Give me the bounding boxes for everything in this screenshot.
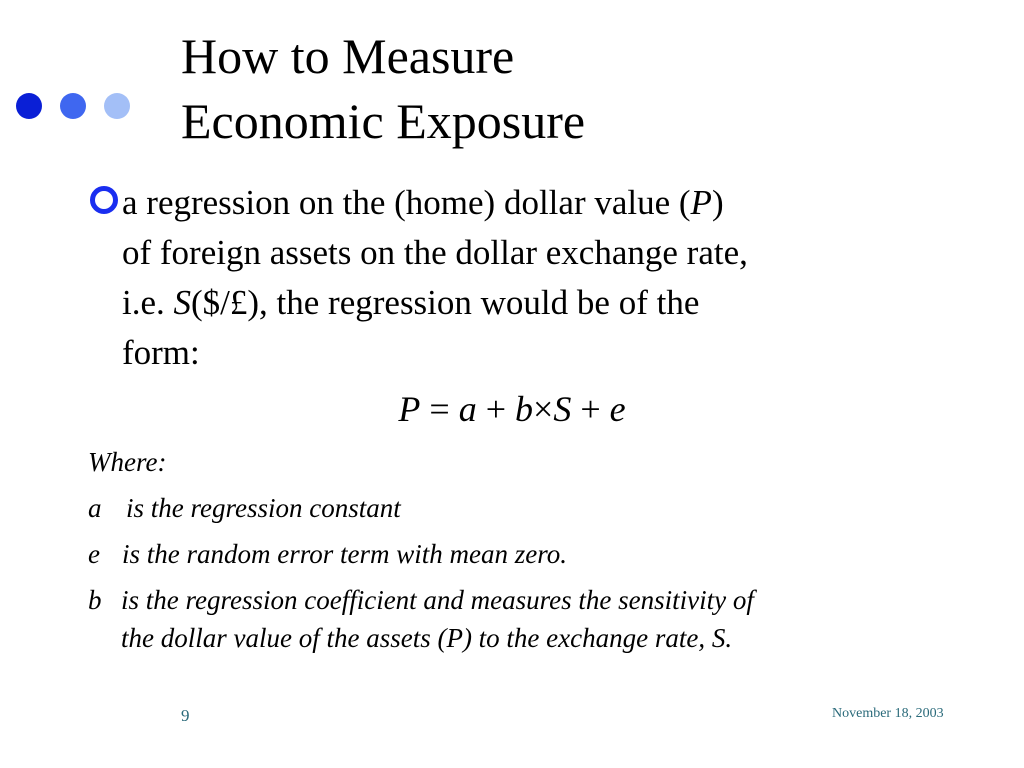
- eq-e: e: [609, 389, 626, 429]
- def-e-text: is the random error term with mean zero.: [122, 539, 567, 569]
- definition-e: [88, 535, 567, 573]
- slide-title: [181, 24, 585, 154]
- bullet-point: [90, 178, 970, 378]
- var-s: S: [173, 283, 192, 322]
- definition-b: [88, 581, 754, 619]
- page-number: 9: [181, 706, 190, 725]
- bullet-line-1: [122, 178, 970, 228]
- eq-a: a: [458, 389, 477, 429]
- var-p: P: [690, 183, 712, 222]
- dot-light-icon: [104, 93, 130, 119]
- footer-date: November 18, 2003: [832, 706, 944, 721]
- dot-dark-icon: [16, 93, 42, 119]
- eq-p: P: [398, 389, 421, 429]
- def-a-text: is the regression constant: [126, 493, 401, 523]
- bullet-line-1-post: ): [711, 183, 724, 222]
- eq-plus-2: +: [571, 389, 610, 429]
- eq-equals: =: [420, 389, 459, 429]
- bullet-line-2: of foreign assets on the dollar exchange rate,: [122, 233, 748, 272]
- def-b-symbol: b: [88, 585, 102, 615]
- eq-times: ×: [533, 389, 554, 429]
- definition-a: [88, 489, 401, 527]
- bullet-line-3-post: ($/£), the regression would be of the: [191, 283, 700, 322]
- title-line-2: Economic Exposure: [181, 93, 586, 149]
- def-e-symbol: e: [88, 539, 100, 569]
- bullet-line-3: [122, 278, 970, 328]
- bullet-line-4: form:: [122, 333, 200, 372]
- bullet-line-3-pre: i.e.: [122, 283, 174, 322]
- definition-b-continuation: the dollar value of the assets (P) to the exchange rate, S.: [121, 623, 733, 653]
- regression-equation: [0, 384, 1024, 434]
- def-b-text-line-1: is the regression coefficient and measures the sensitivity of: [121, 585, 754, 615]
- bullet-line-1-pre: a regression on the (home) dollar value (: [122, 183, 691, 222]
- eq-plus-1: +: [476, 389, 515, 429]
- def-a-symbol: a: [88, 493, 102, 523]
- dot-medium-icon: [60, 93, 86, 119]
- where-label: Where:: [88, 447, 167, 477]
- eq-s: S: [553, 389, 572, 429]
- title-line-1: How to Measure: [181, 28, 515, 84]
- eq-b: b: [515, 389, 533, 429]
- hollow-circle-bullet-icon: [90, 186, 118, 214]
